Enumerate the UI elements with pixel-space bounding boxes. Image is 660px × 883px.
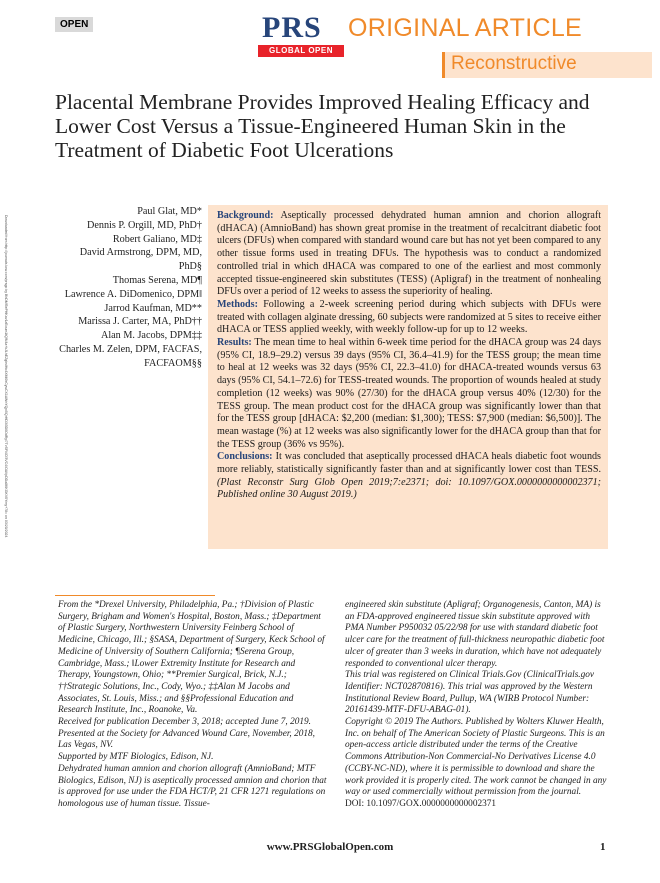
doi-line: DOI: 10.1097/GOX.0000000000002371 (345, 798, 497, 809)
abstract-results-text: The mean time to heal within 6-week time period for the dHACA group was 24 days (95% CI, 18.9–29.2) versus 39 days (95% CI, 36.4–41.9) for the TESS group; the mean time to heal at 12 weeks was 32 days (95% CI, 22.3–41.0) for dHACA-treated wounds versus 63 days (95% CI, 54.1–72.6) for TESS-treated wounds. The proportion of wounds healed at study completion (12 weeks) was 90% (27/30) for the dHACA group versus 40% (12/30) for the TESS group. The mean product cost for the dHACA group was significantly lower than that for the TESS group [dHACA: $2,200 (median: $1,300); TESS: $7,900 (median: $6,500)]. The mean wastage (%) at 12 weeks was also significantly lower for the dHACA group than that for the TESS group (36% vs 95%). (217, 337, 602, 450)
subject-bar (442, 52, 652, 78)
author-name: Dennis P. Orgill, MD, PhD† (86, 219, 202, 231)
abstract-methods-text: Following a 2-week screening period during which subjects with DFUs were treated with collagen alginate dressing, 60 subjects were randomized at 5 sites to receive either dHACA or TESS applied weekly, with weekly follow-up for up to 12 weeks. (217, 298, 601, 336)
author-name: David Armstrong, DPM, MD, (79, 247, 202, 259)
author-name: Lawrence A. DiDomenico, DPM‖ (64, 288, 202, 300)
author-name: PhD§ (178, 261, 202, 273)
abstract-conclusions-label: Conclusions: (217, 451, 273, 463)
trial-registration-note: This trial was registered on Clinical Trials.Gov (ClinicalTrials.gov Identifier: NCT02870816). This trial was approved by the Western Institutional Review Board, Pullup, WA (WIRB Protocol Number: 20161439-MTF-DFU-ABAG-01). (345, 670, 595, 716)
subject-label: Reconstructive (451, 53, 577, 74)
author-name: Thomas Serena, MD¶ (112, 274, 202, 286)
abstract-conclusions-text: It was concluded that aseptically processed dHACA heals diabetic foot wounds more reliably, statistically significantly faster than and at significantly lower cost than TESS. (217, 451, 601, 476)
footnotes-left-column (58, 600, 328, 811)
page-number: 1 (600, 841, 606, 853)
article-type-label: ORIGINAL ARTICLE (348, 14, 583, 42)
abstract-results-label: Results: (217, 337, 252, 349)
abstract-conclusions (217, 451, 601, 502)
footnotes-right-column (345, 600, 610, 811)
side-download-text: Downloaded from http://journals.lww.com/prsgo by BhDMf5ePHKav1zEoum1tQfN4a+kJLhEZgbsIHo4XMi0hCywCX1AWnYQp/IlQrHD3i3D0OdRyi7TvSFl4Cf3VC4/OAVpDDa8KKGKV0Ymy+78= on 03/20/2024 (4, 215, 8, 538)
presented-note: Presented at the Society for Advanced Wound Care, November, 2018, Las Vegas, NV. (58, 728, 315, 751)
author-list (55, 205, 202, 371)
abstract-background (217, 210, 601, 299)
product-note-continued: engineered skin substitute (Apligraf; Organogenesis, Canton, MA) is an FDA-approved engineered tissue skin substitute approved with PMA Number P950032 05/22/98 for use with standard diabetic foot ulcer care for the treatment of full-thickness neuropathic diabetic foot ulcer of greater than 3 weeks in duration, which have not adequately responded to conventional ulcer therapy. (345, 600, 605, 669)
abstract-results (217, 337, 601, 451)
author-name: Marissa J. Carter, MA, PhD†† (78, 316, 202, 328)
article-title: Placental Membrane Provides Improved Healing Efficacy and Lower Cost Versus a Tissue-Engineered Human Skin in the Treatment of Diabetic Foot Ulcerations (55, 90, 590, 162)
author-name: Alan M. Jacobs, DPM‡‡ (100, 330, 202, 342)
footnote-divider (55, 595, 215, 596)
logo-main-text: PRS (262, 11, 322, 44)
received-note: Received for publication December 3, 2018; accepted June 7, 2019. (58, 717, 311, 728)
journal-logo (258, 11, 344, 64)
author-name: Jarrod Kaufman, MD** (104, 302, 202, 314)
author-name: FACFAOM§§ (144, 357, 202, 369)
abstract-background-text: Aseptically processed dehydrated human amnion and chorion allograft (dHACA) (AmnioBand) has shown great promise in the treatment of recalcitrant diabetic foot ulcers (DFUs) when compared with standard wound care but has not yet been compared to any other tissue forms used in treating DFUs. The hypothesis was to conduct a randomized controlled trial in which dHACA was compared to one of the earliest and most commonly accepted tissue-engineered skin substitutes (TESS) (Apligraf) in the treatment of nonhealing DFUs over a period of 12 weeks to assess the superiority of healing. (217, 210, 601, 298)
abstract-box (208, 205, 608, 549)
abstract-background-label: Background: (217, 210, 274, 221)
side-download-note (0, 215, 8, 595)
supported-note: Supported by MTF Biologics, Edison, NJ. (58, 752, 214, 763)
product-note: Dehydrated human amnion and chorion allograft (AmnioBand; MTF Biologics, Edison, NJ) is aseptically processed amnion and chorion that is approved for use under the FDA HCT/P, 21 CFR 1271 regulations on homologous use of human tissue. Tissue- (58, 763, 327, 809)
affiliations-note: From the *Drexel University, Philadelphia, Pa.; †Division of Plastic Surgery, Brigham and Women's Hospital, Boston, Mass.; ‡Department of Plastic Surgery, Northwestern University Feinberg School of Medicine, Chicago, Ill.; §SASA, Department of Surgery, Keck School of Medicine of University of Southern California; ¶Serena Group, Cambridge, Mass.; ‖Lower Extremity Institute for Research and Therapy, Youngstown, Ohio; **Premier Surgical, Brick, N.J.; ††Strategic Solutions, Inc., Cody, Wyo.; ‡‡Alan M Jacobs and Associates, St. Louis, Miss.; and §§Professional Education and Research Institute, Inc., Roanoke, Va. (58, 600, 325, 716)
abstract-methods-label: Methods: (217, 298, 258, 310)
footer-url[interactable]: www.PRSGlobalOpen.com (266, 841, 394, 853)
abstract-methods (217, 299, 601, 337)
logo-sub-text: GLOBAL OPEN (258, 45, 344, 57)
author-name: Charles M. Zelen, DPM, FACFAS, (59, 343, 202, 355)
author-name: Paul Glat, MD* (137, 206, 202, 217)
copyright-note: Copyright © 2019 The Authors. Published by Wolters Kluwer Health, Inc. on behalf of The American Society of Plastic Surgeons. This is an open-access article distributed under the terms of the Creative Commons Attribution-Non Commercial-No Derivatives License 4.0 (CCBY-NC-ND), where it is permissible to download and share the work provided it is properly cited. The work cannot be changed in any way or used commercially without permission from the journal. (345, 717, 607, 798)
abstract-citation: (Plast Reconstr Surg Glob Open 2019;7:e2371; doi: 10.1097/GOX.0000000000002371; Published online 30 August 2019.) (217, 476, 601, 501)
open-access-badge: OPEN (55, 17, 93, 32)
author-name: Robert Galiano, MD‡ (112, 233, 202, 245)
